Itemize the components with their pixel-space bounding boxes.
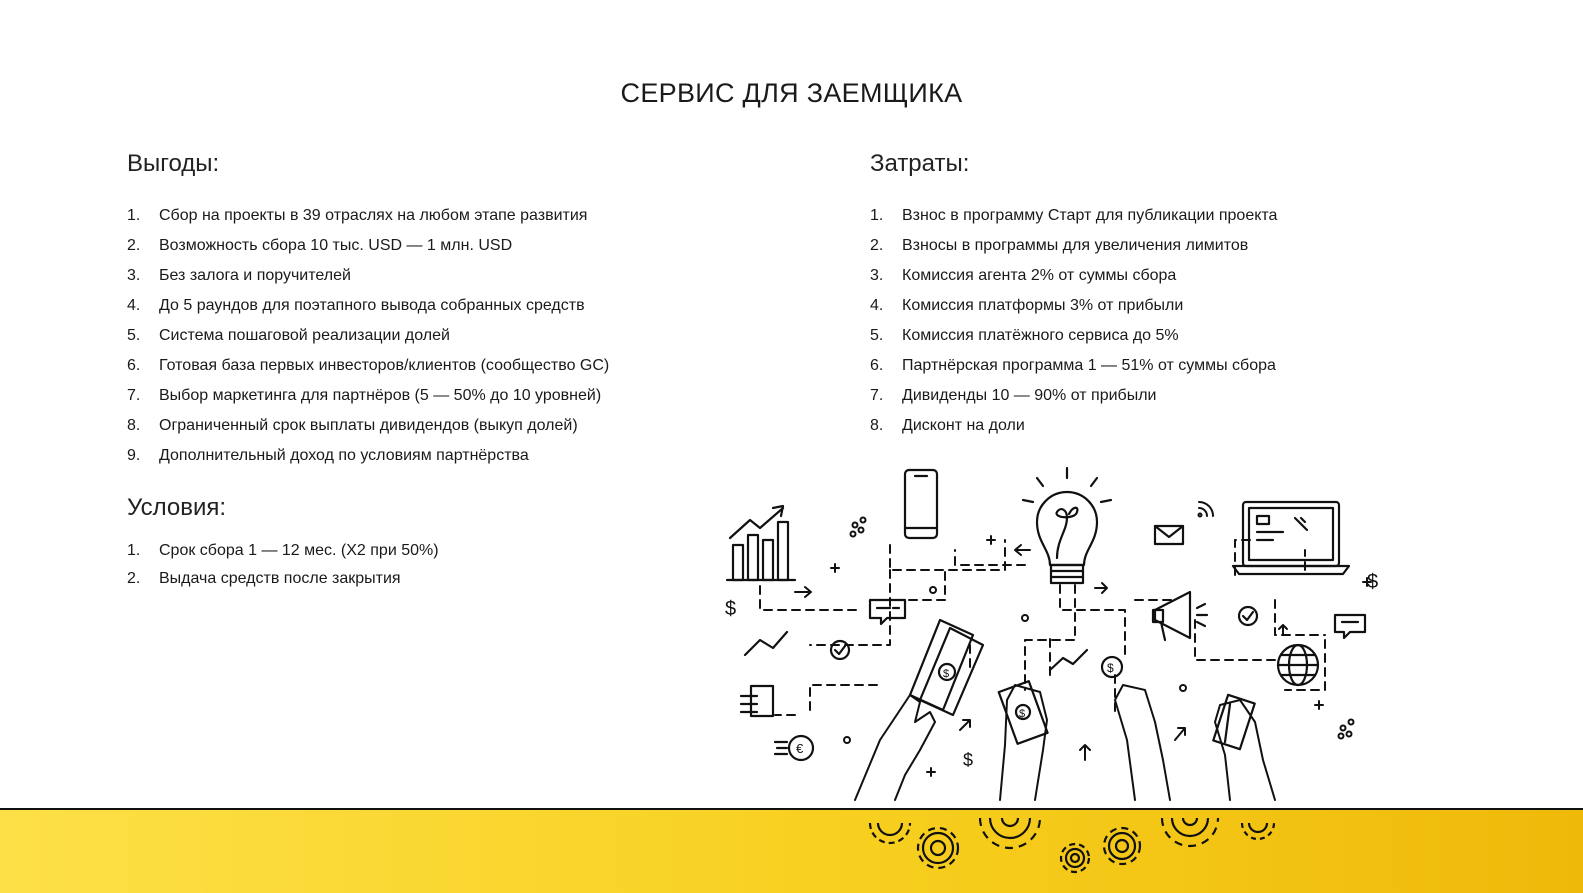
gear-icon bbox=[1242, 823, 1274, 839]
smartphone-icon bbox=[905, 470, 937, 538]
list-number: 8. bbox=[870, 417, 884, 434]
list-number: 6. bbox=[870, 357, 884, 374]
list-text: Комиссия агента 2% от суммы сбора bbox=[902, 267, 1177, 284]
dollar-sign: $ bbox=[1107, 661, 1114, 675]
list-text: Срок сбора 1 — 12 мес. (Х2 при 50%) bbox=[159, 542, 439, 559]
list-text: Взносы в программы для увеличения лимитов bbox=[902, 237, 1249, 254]
list-number: 5. bbox=[870, 327, 884, 344]
euro-sign: € bbox=[796, 741, 804, 756]
costs-heading: Затраты: bbox=[870, 150, 970, 177]
dollar-sign: $ bbox=[1367, 571, 1379, 593]
business-illustration bbox=[715, 460, 1395, 810]
gear-icon bbox=[1061, 844, 1089, 872]
list-number: 2. bbox=[127, 237, 141, 254]
gear-icon bbox=[1104, 828, 1140, 864]
banknotes-icon bbox=[910, 620, 1048, 744]
gear-icon bbox=[980, 818, 1040, 848]
credit-card-icon bbox=[1213, 695, 1254, 749]
list-text: Партнёрская программа 1 — 51% от суммы сбора bbox=[902, 357, 1276, 374]
list-text: Дивиденды 10 — 90% от прибыли bbox=[902, 387, 1157, 404]
globe-icon bbox=[1278, 645, 1318, 685]
laptop-icon bbox=[1233, 502, 1349, 574]
list-number: 1. bbox=[127, 542, 141, 559]
envelope-icon bbox=[1155, 526, 1183, 544]
list-number: 5. bbox=[127, 327, 141, 344]
list-text: До 5 раундов для поэтапного вывода собранных средств bbox=[159, 297, 585, 314]
megaphone-icon bbox=[1153, 592, 1207, 640]
benefits-heading: Выгоды: bbox=[127, 150, 220, 177]
list-text: Система пошаговой реализации долей bbox=[159, 327, 450, 344]
list-text: Комиссия платёжного сервиса до 5% bbox=[902, 327, 1179, 344]
list-text: Сбор на проекты в 39 отраслях на любом этапе развития bbox=[159, 207, 588, 224]
list-text: Комиссия платформы 3% от прибыли bbox=[902, 297, 1184, 314]
gears-decoration bbox=[860, 808, 1280, 888]
list-number: 9. bbox=[127, 447, 141, 464]
chat-bubble-icon bbox=[870, 600, 1365, 638]
list-text: Дисконт на доли bbox=[902, 417, 1025, 434]
list-number: 3. bbox=[870, 267, 884, 284]
list-number: 1. bbox=[127, 207, 141, 224]
dollar-sign: $ bbox=[943, 668, 950, 680]
list-number: 3. bbox=[127, 267, 141, 284]
list-text: Возможность сбора 10 тыс. USD — 1 млн. USD bbox=[159, 237, 513, 254]
conditions-heading: Условия: bbox=[127, 494, 227, 521]
page-title: СЕРВИС ДЛЯ ЗАЕМЩИКА bbox=[620, 78, 963, 108]
list-number: 4. bbox=[870, 297, 884, 314]
list-number: 6. bbox=[127, 357, 141, 374]
list-number: 7. bbox=[870, 387, 884, 404]
check-icon bbox=[831, 641, 849, 659]
decorative-marks bbox=[795, 502, 1371, 776]
list-text: Взнос в программу Старт для публикации проекта bbox=[902, 207, 1278, 224]
list-text: Выдача средств после закрытия bbox=[159, 570, 401, 587]
list-number: 2. bbox=[870, 237, 884, 254]
list-text: Дополнительный доход по условиям партнёрства bbox=[159, 447, 529, 464]
list-number: 7. bbox=[127, 387, 141, 404]
footer-band bbox=[0, 808, 1583, 893]
line-chart-icon bbox=[745, 632, 787, 655]
euro-coin-icon bbox=[775, 736, 813, 760]
line-chart-icon bbox=[1050, 650, 1087, 670]
gear-icon bbox=[918, 828, 958, 868]
list-text: Без залога и поручителей bbox=[159, 267, 351, 284]
dollar-sign: $ bbox=[725, 598, 737, 620]
hands-icon bbox=[855, 685, 1275, 800]
list-text: Выбор маркетинга для партнёров (5 — 50% до 10 уровней) bbox=[159, 387, 602, 404]
list-text: Готовая база первых инвесторов/клиентов (сообщество GC) bbox=[159, 357, 610, 374]
lightbulb-icon bbox=[1023, 468, 1111, 583]
list-number: 2. bbox=[127, 570, 141, 587]
dollar-sign: $ bbox=[1019, 708, 1026, 720]
list-text: Ограниченный срок выплаты дивидендов (выкуп долей) bbox=[159, 417, 578, 434]
list-number: 4. bbox=[127, 297, 141, 314]
document-icon bbox=[741, 686, 773, 716]
gear-icon bbox=[870, 823, 910, 843]
gear-icon bbox=[1162, 818, 1218, 846]
bar-chart-icon bbox=[727, 506, 795, 580]
list-number: 8. bbox=[127, 417, 141, 434]
dollar-sign: $ bbox=[963, 750, 974, 770]
check-icon bbox=[1239, 607, 1257, 625]
list-number: 1. bbox=[870, 207, 884, 224]
